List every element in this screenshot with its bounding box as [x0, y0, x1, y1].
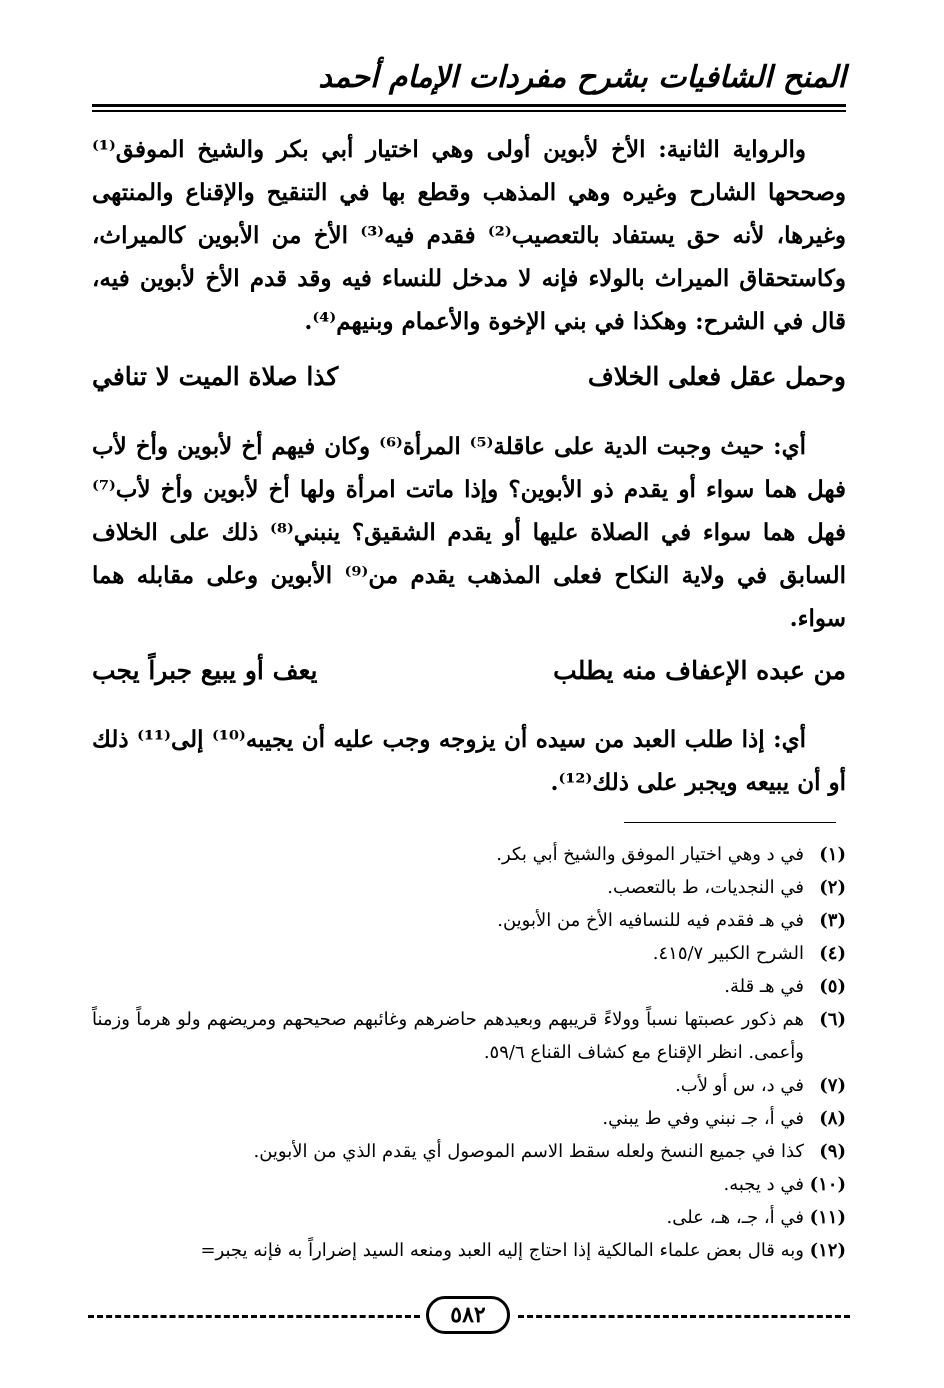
- footnote-number: (١٠): [809, 1174, 846, 1195]
- verse-2-second-hemistich: يعف أو يبيع جبراً يجب: [92, 656, 318, 685]
- footer-dashed-rule-left: [88, 1315, 420, 1318]
- footnote-number: (١٢): [809, 1240, 846, 1261]
- footnote-item: [92, 1102, 846, 1135]
- footnote-item: [92, 904, 846, 937]
- paragraph-slave-request: [92, 718, 846, 804]
- footnote-item: [92, 970, 846, 1003]
- footnote-item: [92, 1201, 846, 1234]
- footnotes-list: [92, 838, 846, 1267]
- footnote-text: الشرح الكبير ٤١٥/٧.: [652, 943, 804, 964]
- footnote-item: [92, 838, 846, 871]
- footer-dashed-rule-right: [518, 1315, 850, 1318]
- header-rule-top: [92, 104, 846, 107]
- paragraph-text: أي: حيث وجبت الدية على عاقلة⁽⁵⁾ المرأة⁽⁶⁾ وكان فيهم أخ لأبوين وأخ لأب فهل هما سواء أو يقدم ذو الأبوين؟ وإذا ماتت امرأة ولها أخ لأبوين وأخ لأب⁽⁷⁾ فهل هما سواء في الصلاة عليها أو يقدم الشقيق؟ ينبني⁽⁸⁾ ذلك على الخلاف السابق في ولاية النكاح فعلى المذهب يقدم من⁽⁹⁾ الأبوين وعلى مقابله هما سواء.: [92, 433, 847, 632]
- running-header-title: المنح الشافيات بشرح مفردات الإمام أحمد: [318, 60, 846, 95]
- page-footer: [88, 1296, 850, 1336]
- verse-line-1: [92, 352, 846, 402]
- footnote-number: (٦): [819, 1009, 846, 1030]
- footnote-text: وبه قال بعض علماء المالكية إذا احتاج إليه العبد ومنعه السيد إضراراً به فإنه يجبر=: [200, 1240, 804, 1261]
- verse-line-2: [92, 646, 846, 696]
- footnote-text: في هـ قلة.: [724, 976, 804, 997]
- verse-2-first-hemistich: من عبده الإعفاف منه يطلب: [553, 656, 846, 685]
- footnote-text: في د يجبه.: [723, 1174, 804, 1195]
- footnote-number: (٣): [819, 910, 846, 931]
- paragraph-second-narration: [92, 128, 846, 343]
- footnote-item: [92, 1003, 846, 1069]
- footnote-text: هم ذكور عصبتها نسباً وولاءً قريبهم وبعيدهم حاضرهم وغائبهم صحيحهم ومريضهم ولو هرماً وزمناً وأعمى. انظر الإقناع مع كشاف القناع ٥٩/٦.: [92, 1009, 804, 1063]
- footnote-text: كذا في جميع النسخ ولعله سقط الاسم الموصول أي يقدم الذي من الأبوين.: [253, 1141, 804, 1162]
- footnote-text: في د وهي اختيار الموفق والشيخ أبي بكر.: [496, 844, 804, 865]
- footnote-number: (٢): [819, 877, 846, 898]
- footnote-number: (٥): [819, 976, 846, 997]
- footnote-text: في د، س أو لأب.: [675, 1075, 804, 1096]
- paragraph-text: والرواية الثانية: الأخ لأبوين أولى وهي اختيار أبي بكر والشيخ الموفق⁽¹⁾ وصححها الشارح وغيره وهي المذهب وقطع بها في التنقيح والإقناع والمنتهى وغيرها، لأنه حق يستفاد بالتعصيب⁽²⁾ فقدم فيه⁽³⁾ الأخ من الأبوين كالميراث، وكاستحقاق الميراث بالولاء فإنه لا مدخل للنساء فيه وقد قدم الأخ لأبوين فيه، قال في الشرح: وهكذا في بني الإخوة والأعمام وبنيهم⁽⁴⁾.: [92, 136, 846, 335]
- footnote-number: (٤): [819, 943, 846, 964]
- paragraph-text: أي: إذا طلب العبد من سيده أن يزوجه وجب عليه أن يجيبه⁽¹⁰⁾ إلى⁽¹¹⁾ ذلك أو أن يبيعه ويجبر على ذلك⁽¹²⁾.: [92, 726, 846, 796]
- footnote-text: في هـ فقدم فيه للنسافيه الأخ من الأبوين.: [497, 910, 804, 931]
- footnote-item: [92, 1168, 846, 1201]
- footnote-number: (١١): [809, 1207, 846, 1228]
- footnote-item: [92, 871, 846, 904]
- footnote-number: (٨): [819, 1108, 846, 1129]
- footnote-text: في أ، جـ نبني وفي ط يبني.: [602, 1108, 804, 1129]
- footnote-separator: [624, 822, 836, 823]
- footnote-item: [92, 1135, 846, 1168]
- footnote-item: [92, 1069, 846, 1102]
- footnote-number: (٩): [819, 1141, 846, 1162]
- verse-1-second-hemistich: كذا صلاة الميت لا تنافي: [92, 362, 339, 391]
- header-rule-bottom: [92, 110, 846, 112]
- footnote-number: (٧): [819, 1075, 846, 1096]
- footnote-item: [92, 1234, 846, 1267]
- page-number: ٥٨٢: [426, 1296, 510, 1334]
- paragraph-diya-explanation: [92, 425, 846, 640]
- verse-1-first-hemistich: وحمل عقل فعلى الخلاف: [587, 362, 846, 391]
- footnote-text: في أ، جـ، هـ، على.: [666, 1207, 804, 1228]
- footnote-number: (١): [819, 844, 846, 865]
- footnote-item: [92, 937, 846, 970]
- footnote-text: في النجديات، ط بالتعصب.: [607, 877, 804, 898]
